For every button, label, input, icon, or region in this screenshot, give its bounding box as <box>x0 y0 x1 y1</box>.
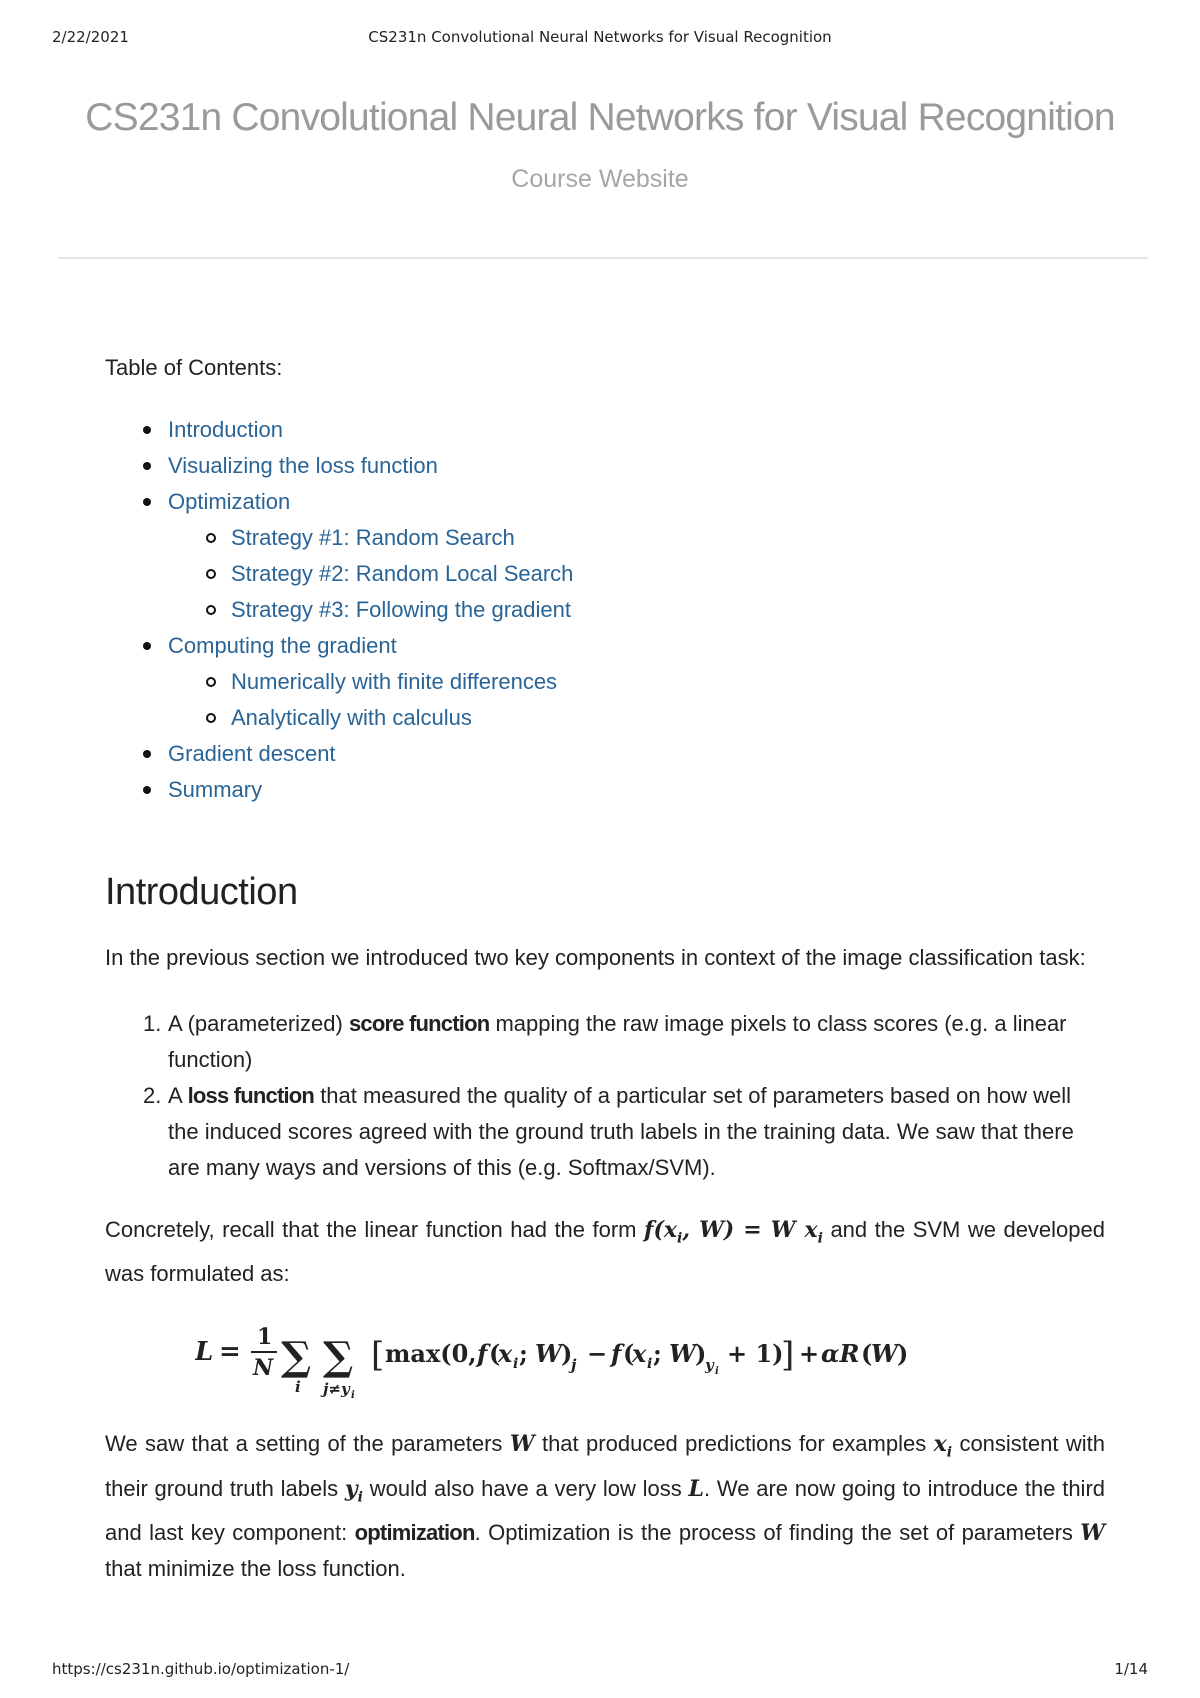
svm-loss-equation <box>105 1324 1105 1402</box>
paragraph-text: . We are now going to introduce the third and last key component: <box>105 1475 1106 1546</box>
svg-text:): ) <box>561 1339 573 1369</box>
toc-sublist <box>168 664 1105 736</box>
toc-link[interactable]: Gradient descent <box>168 741 336 766</box>
toc-subitem <box>168 664 1105 700</box>
term-score-function: score function <box>348 1011 490 1036</box>
components-list <box>105 1006 1105 1186</box>
list-text: mapping the raw image pixels to class scores (e.g. a linear function) <box>168 1011 1067 1072</box>
print-date: 2/22/2021 <box>52 28 129 46</box>
toc-link[interactable]: Summary <box>168 777 263 802</box>
svg-text:[: [ <box>371 1335 385 1376</box>
toc-link[interactable]: Numerically with finite differences <box>231 669 558 694</box>
svg-text:=: = <box>219 1337 241 1368</box>
intro-paragraph-3 <box>105 1426 1105 1587</box>
svg-text:i: i <box>513 1356 519 1373</box>
paragraph-text: consistent with their ground truth labels <box>105 1431 1106 1501</box>
svg-text:i: i <box>351 1390 355 1402</box>
svg-text:W: W <box>871 1339 898 1369</box>
svg-text:]: ] <box>781 1335 795 1376</box>
svg-text:(: ( <box>861 1339 873 1369</box>
math-var: y <box>344 1475 358 1502</box>
paragraph-text: that produced predictions for examples <box>534 1431 934 1457</box>
paragraph-text: We saw that a setting of the parameters <box>105 1431 510 1457</box>
paragraph-text: would also have a very low loss <box>362 1475 689 1501</box>
article-content <box>105 350 1105 1587</box>
list-number: 1. <box>143 1011 162 1036</box>
math-var: x <box>933 1431 947 1458</box>
svg-text:): ) <box>695 1339 707 1369</box>
svg-text:): ) <box>897 1339 909 1369</box>
toc-subitem <box>168 700 1105 736</box>
site-header <box>58 92 1142 194</box>
section-heading-introduction: Introduction <box>105 871 298 913</box>
svg-text:+: + <box>799 1339 820 1369</box>
term-optimization: optimization <box>354 1520 475 1546</box>
svg-text:W: W <box>535 1339 562 1369</box>
toc-link[interactable]: Visualizing the loss function <box>168 453 438 478</box>
print-doc-title: CS231n Convolutional Neural Networks for Visual Recognition <box>368 28 832 46</box>
svg-text:max(0,: max(0, <box>385 1339 477 1369</box>
paragraph-text: . Optimization is the process of finding the set of parameters <box>474 1520 1081 1546</box>
toc-subitem <box>168 556 1105 592</box>
svg-text:1: 1 <box>257 1324 273 1351</box>
site-subtitle: Course Website <box>511 165 689 193</box>
toc-sublist <box>168 520 1105 628</box>
svg-text:(: ( <box>489 1339 501 1369</box>
print-footer <box>52 1660 1148 1682</box>
math-y-i <box>344 1475 363 1506</box>
math-L: L <box>688 1475 704 1502</box>
svg-text:N: N <box>253 1355 274 1382</box>
paragraph-text: Concretely, recall that the linear function had the form <box>105 1217 644 1242</box>
list-text: that measured the quality of a particular set of parameters based on how well the induced scores agreed with the ground truth labels in the training data. We saw that there are many ways and versions of this (e.g. Softmax/SVM). <box>168 1083 1074 1180</box>
list-number: 2. <box>143 1083 162 1108</box>
svg-text:f: f <box>477 1339 488 1369</box>
toc-item-visualizing <box>105 448 1105 484</box>
toc-subitem <box>168 592 1105 628</box>
svg-text:y: y <box>705 1356 714 1375</box>
site-title[interactable]: CS231n Convolutional Neural Networks for Visual Recognition <box>85 96 1115 139</box>
svg-text:∑: ∑ <box>281 1333 312 1381</box>
toc-item-gradient-descent <box>105 736 1105 772</box>
list-item <box>105 1006 1105 1078</box>
svg-text:i: i <box>295 1378 301 1397</box>
svg-text:L: L <box>195 1337 214 1368</box>
svm-loss-equation-graphic <box>195 1318 1075 1404</box>
svg-text:;: ; <box>653 1339 662 1369</box>
svg-text:∑: ∑ <box>323 1333 354 1381</box>
header-divider <box>58 257 1148 259</box>
svg-text:−: − <box>587 1339 608 1369</box>
page-url[interactable]: https://cs231n.github.io/optimization-1/ <box>52 1660 350 1678</box>
page-number: 1/14 <box>1114 1660 1148 1678</box>
svg-text:;: ; <box>519 1339 528 1369</box>
toc-item-optimization <box>105 484 1105 628</box>
toc-link[interactable]: Analytically with calculus <box>231 705 472 730</box>
table-of-contents <box>105 412 1105 808</box>
svg-text:i: i <box>715 1366 719 1378</box>
list-item <box>105 1078 1105 1186</box>
paragraph-text: that minimize the loss function. <box>105 1556 406 1582</box>
svg-text:+ 1): + 1) <box>727 1339 784 1369</box>
list-text: A (parameterized) <box>168 1011 349 1036</box>
toc-link[interactable]: Computing the gradient <box>168 633 397 658</box>
math-x-i <box>933 1431 953 1461</box>
svg-text:W: W <box>669 1339 696 1369</box>
svg-text:j≠y: j≠y <box>323 1380 350 1399</box>
print-header <box>52 28 1148 50</box>
toc-link[interactable]: Strategy #3: Following the gradient <box>231 597 571 622</box>
toc-subitem <box>168 520 1105 556</box>
linear-function-math: $f(x_i$, W) = W $x_i$ <box>644 1217 823 1247</box>
toc-item-computing-gradient <box>105 628 1105 736</box>
svg-text:(: ( <box>623 1339 635 1369</box>
list-text: A <box>168 1083 188 1108</box>
toc-link[interactable]: Strategy #1: Random Search <box>231 525 515 550</box>
math-W: W <box>509 1431 535 1458</box>
svg-text:x: x <box>498 1339 513 1369</box>
math-subscript: i <box>946 1444 953 1461</box>
svg-text:i: i <box>647 1356 653 1373</box>
toc-link[interactable]: Optimization <box>168 489 291 514</box>
svg-text:f: f <box>611 1339 622 1369</box>
toc-label: Table of Contents: <box>105 355 283 380</box>
intro-paragraph-1: In the previous section we introduced two key components in context of the image classification task: <box>105 945 1086 970</box>
svg-text:αR: αR <box>821 1339 860 1369</box>
term-loss-function: loss function <box>187 1083 315 1108</box>
math-subscript: i <box>357 1489 363 1506</box>
toc-link[interactable]: Introduction <box>168 417 283 442</box>
toc-link[interactable]: Strategy #2: Random Local Search <box>231 561 574 586</box>
toc-item-summary <box>105 772 1105 808</box>
intro-paragraph-2 <box>105 1212 1105 1292</box>
math-W: W <box>1080 1520 1106 1547</box>
toc-item-introduction <box>105 412 1105 448</box>
svg-text:j: j <box>571 1356 577 1375</box>
paragraph-text: and the SVM we developed was formulated as: <box>105 1217 1105 1287</box>
svg-text:x: x <box>632 1339 647 1369</box>
